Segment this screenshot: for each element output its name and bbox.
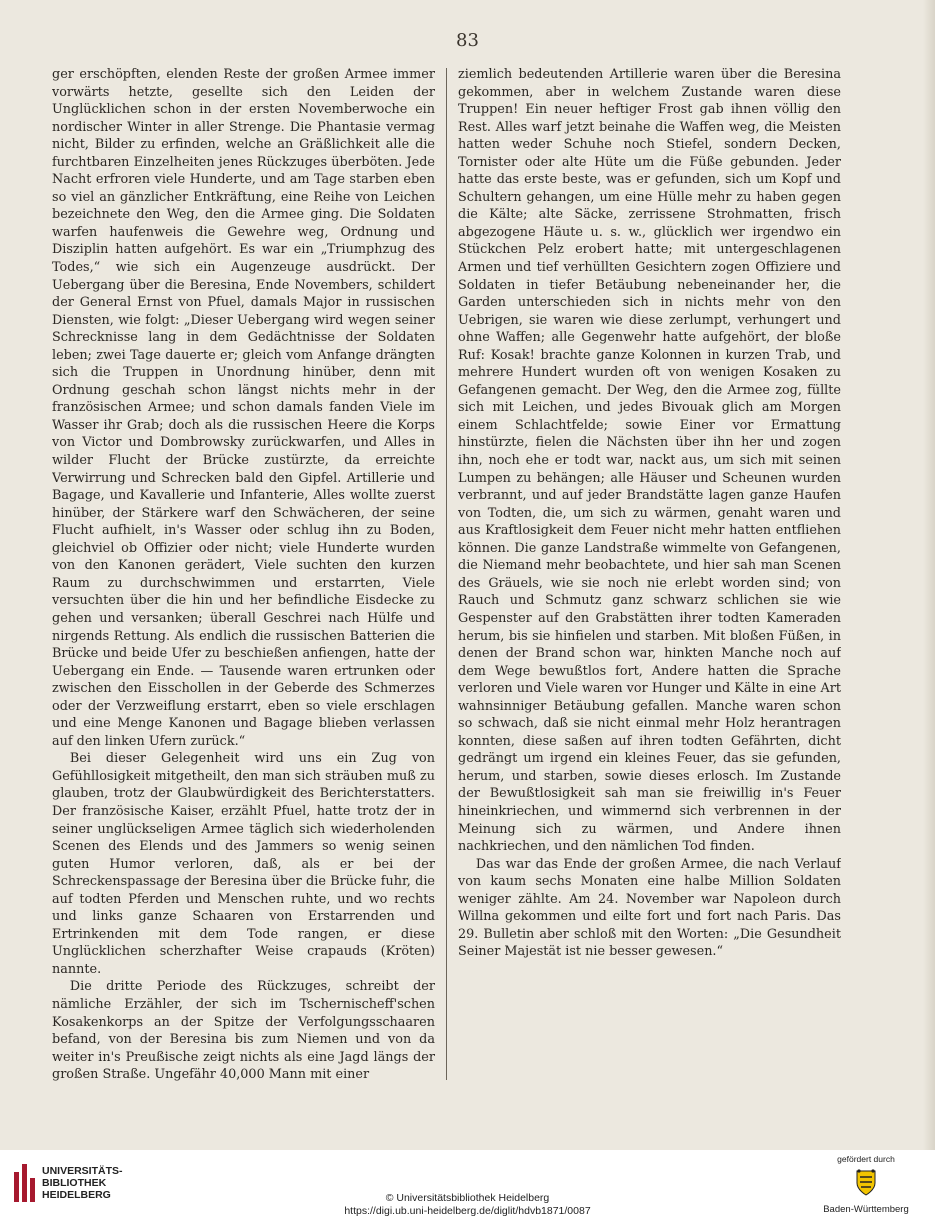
right-column: [458, 66, 841, 1096]
copyright-text: © Universitätsbibliothek Heidelberg: [385, 1192, 550, 1204]
paragraph: ziemlich bedeutenden Artillerie waren über die Beresina gekommen, aber in welchem Zustande waren diese Truppen! Ein neuer heftiger Frost gab ihnen völlig den Rest. Alles warf jetzt beinahe die Waffen weg, die Meisten hatten weder Schuhe noch Stiefel, sondern Decken, Tornister oder alte Hüte um die Füße gebunden. Jeder hatte das erste beste, was er gefunden, sich um Kopf und Schultern gehangen, um eine Hülle mehr zu haben gegen die Kälte; alte Säcke, zerrissene Strohmatten, frisch abgezogene Häute u. s. w., glücklich wer irgendwo ein Stückchen Pelz erobert hatte; mit untergeschlagenen Armen und tief verhüllten Gesichtern zogen Offiziere und Soldaten in tiefer Betäubung nebeneinander her, die Garden unterschieden sich in nichts mehr von den Uebrigen, sie waren wie diese zerlumpt, verhungert und ohne Waffen; alle Gegenwehr hatte aufgehört, der bloße Ruf: Kosak! brachte ganze Kolonnen in kurzen Trab, und mehrere Hundert wurden oft von wenigen Kosaken zu Gefangenen gemacht. Der Weg, den die Armee zog, füllte sich mit Leichen, und jedes Bivouak glich am Morgen einem Schlachtfelde; sowie Einer vor Ermattung hinstürzte, fielen die Nächsten über ihn her und zogen ihn, noch ehe er todt war, nackt aus, um sich mit seinen Lumpen zu behängen; alle Häuser und Scheunen wurden verbrannt, und auf jeder Brandstätte lagen ganze Haufen von Todten, die, um sich zu wärmen, genaht waren und aus Kraftlosigkeit dem Feuer nicht mehr hatten entfliehen können. Die ganze Landstraße wimmelte von Gefangenen, die Niemand mehr beobachtete, und hier sah man Scenen des Gräuels, wie sie noch nie erlebt worden sind; von Rauch und Schmutz ganz schwarz schlichen sie wie Gespenster auf den Grabstätten ihrer todten Kameraden herum, bis sie hinfielen und starben. Mit bloßen Füßen, in denen der Brand schon war, hinkten Manche noch auf dem Wege bewußtlos fort, Andere hatten die Sprache verloren und Viele waren vor Hunger und Kälte in eine Art wahnsinniger Betäubung gefallen. Manche waren schon so schwach, daß sie nicht einmal mehr Holz herantragen konnten, diese saßen auf ihren todten Gefährten, dicht gedrängt um irgend ein kleines Feuer, das sie gefunden, herum, und starben, sowie dieses erlosch. Im Zustande der Bewußtlosigkeit sah man sie freiwillig in's Feuer hineinkriechen, und wimmernd sich verbrennen in der Meinung sich zu wärmen, und Andere ihnen nachkriechen, und den nämlichen Tod finden.: [458, 67, 841, 855]
library-name-line: HEIDELBERG: [42, 1189, 111, 1201]
funder-label: gefördert durch: [837, 1154, 895, 1164]
left-column: [52, 66, 435, 1096]
column-divider: [446, 68, 447, 1080]
page-number: 83: [456, 30, 479, 51]
library-name-line: BIBLIOTHEK: [42, 1177, 107, 1189]
paragraph: ger erschöpften, elenden Reste der großen Armee immer vorwärts hetzte, gesellte sich den Leiden der Unglücklichen schon in der ersten Novemberwoche ein nordischer Winter in aller Strenge. Die Phantasie vermag nicht, Bilder zu erfinden, welche an Gräßlichkeit alle die furchtbaren Einzelheiten jenes Rückzuges überböten. Jede Nacht erfroren viele Hunderte, und am Tage starben eben so viel an gänzlicher Entkräftung, eine Reihe von Leichen bezeichnete den Weg, den die Armee ging. Die Soldaten warfen haufenweis die Gewehre weg, Ordnung und Disziplin hatten aufgehört. Es war ein „Triumphzug des Todes,“ wie sich ein Augenzeuge ausdrückt. Der Uebergang über die Beresina, Ende Novembers, schildert der General Ernst von Pfuel, damals Major in russischen Diensten, wie folgt: „Dieser Uebergang wird wegen seiner Schrecknisse lang in dem Gedächtnisse der Soldaten leben; zwei Tage dauerte er; gleich vom Anfange drängten sich die Truppen in Unordnung hinüber, denn mit Ordnung geschah schon längst nichts mehr in der französischen Armee; und schon damals fanden Viele im Wasser ihr Grab; doch als die russischen Heere die Korps von Victor und Dombrowsky zurückwarfen, und Alles in wilder Flucht der Brücke zustürzte, da erreichte Verwirrung und Schrecken bald den Gipfel. Artillerie und Bagage, und Kavallerie und Infanterie, Alles wollte zuerst hinüber, der Stärkere warf den Schwächeren, der seine Flucht aufhielt, in's Wasser oder schlug ihn zu Boden, gleichviel ob Offizier oder nicht; viele Hunderte wurden von den Kanonen gerädert, Viele suchten den kurzen Raum zu durchschwimmen und erstarrten, Viele versuchten über die hin und her befindliche Eisdecke zu gehen und versanken; überall Geschrei nach Hülfe und nirgends Rettung. Als endlich die russischen Batterien die Brücke und beide Ufer zu beschießen anfiengen, hatte der Uebergang ein Ende. — Tausende waren ertrunken oder zwischen den Eisschollen in der Geberde des Schmerzes oder der Verzweiflung erstarrt, eben so viele erschlagen und eine Menge Kanonen und Bagage blieben verlassen auf den linken Ufern zurück.“: [52, 67, 435, 749]
paragraph: Die dritte Periode des Rückzuges, schreibt der nämliche Erzähler, der sich im Tschernischeff'schen Kosakenkorps an der Spitze der Verfolgungsschaaren befand, von der Beresina bis zum Niemen und von da weiter in's Preußische zeigt nichts als eine Jagd längs der großen Straße. Ungefähr 40,000 Mann mit einer: [52, 979, 435, 1083]
footer-credits: [0, 1192, 935, 1218]
permalink[interactable]: https://digi.ub.uni-heidelberg.de/diglit/hdvb1871/0087: [344, 1205, 591, 1217]
funder-name: Baden-Württemberg: [823, 1204, 909, 1215]
page-edge: [923, 0, 935, 1150]
viewer-footer: [0, 1150, 935, 1218]
state-seal-icon: [854, 1167, 878, 1197]
funder-block: [811, 1154, 921, 1215]
paragraph: Bei dieser Gelegenheit wird uns ein Zug von Gefühllosigkeit mitgetheilt, den man sich sträuben muß zu glauben, trotz der Glaubwürdigkeit des Berichterstatters. Der französische Kaiser, erzählt Pfuel, hatte trotz der in seiner unglückseligen Armee täglich sich wiederholenden Scenen des Elends und des Jammers so wenig seinen guten Humor verloren, daß, als er bei der Schreckenspassage der Beresina über die Brücke fuhr, die auf todten Pferden und Menschen ruhte, und wo rechts und links ganze Schaaren von Erstarrenden und Ertrinkenden mit dem Tode rangen, er diese Unglücklichen scherzhafter Weise crapauds (Kröten) nannte.: [52, 751, 435, 977]
paragraph: Das war das Ende der großen Armee, die nach Verlauf von kaum sechs Monaten eine halbe Million Soldaten weniger zählte. Am 24. November war Napoleon durch Willna gekommen und eilte fort und fort nach Paris. Das 29. Bulletin aber schloß mit den Worten: „Die Gesundheit Seiner Majestät ist nie besser gewesen.“: [458, 856, 841, 960]
library-name-line: UNIVERSITÄTS-: [42, 1165, 123, 1177]
